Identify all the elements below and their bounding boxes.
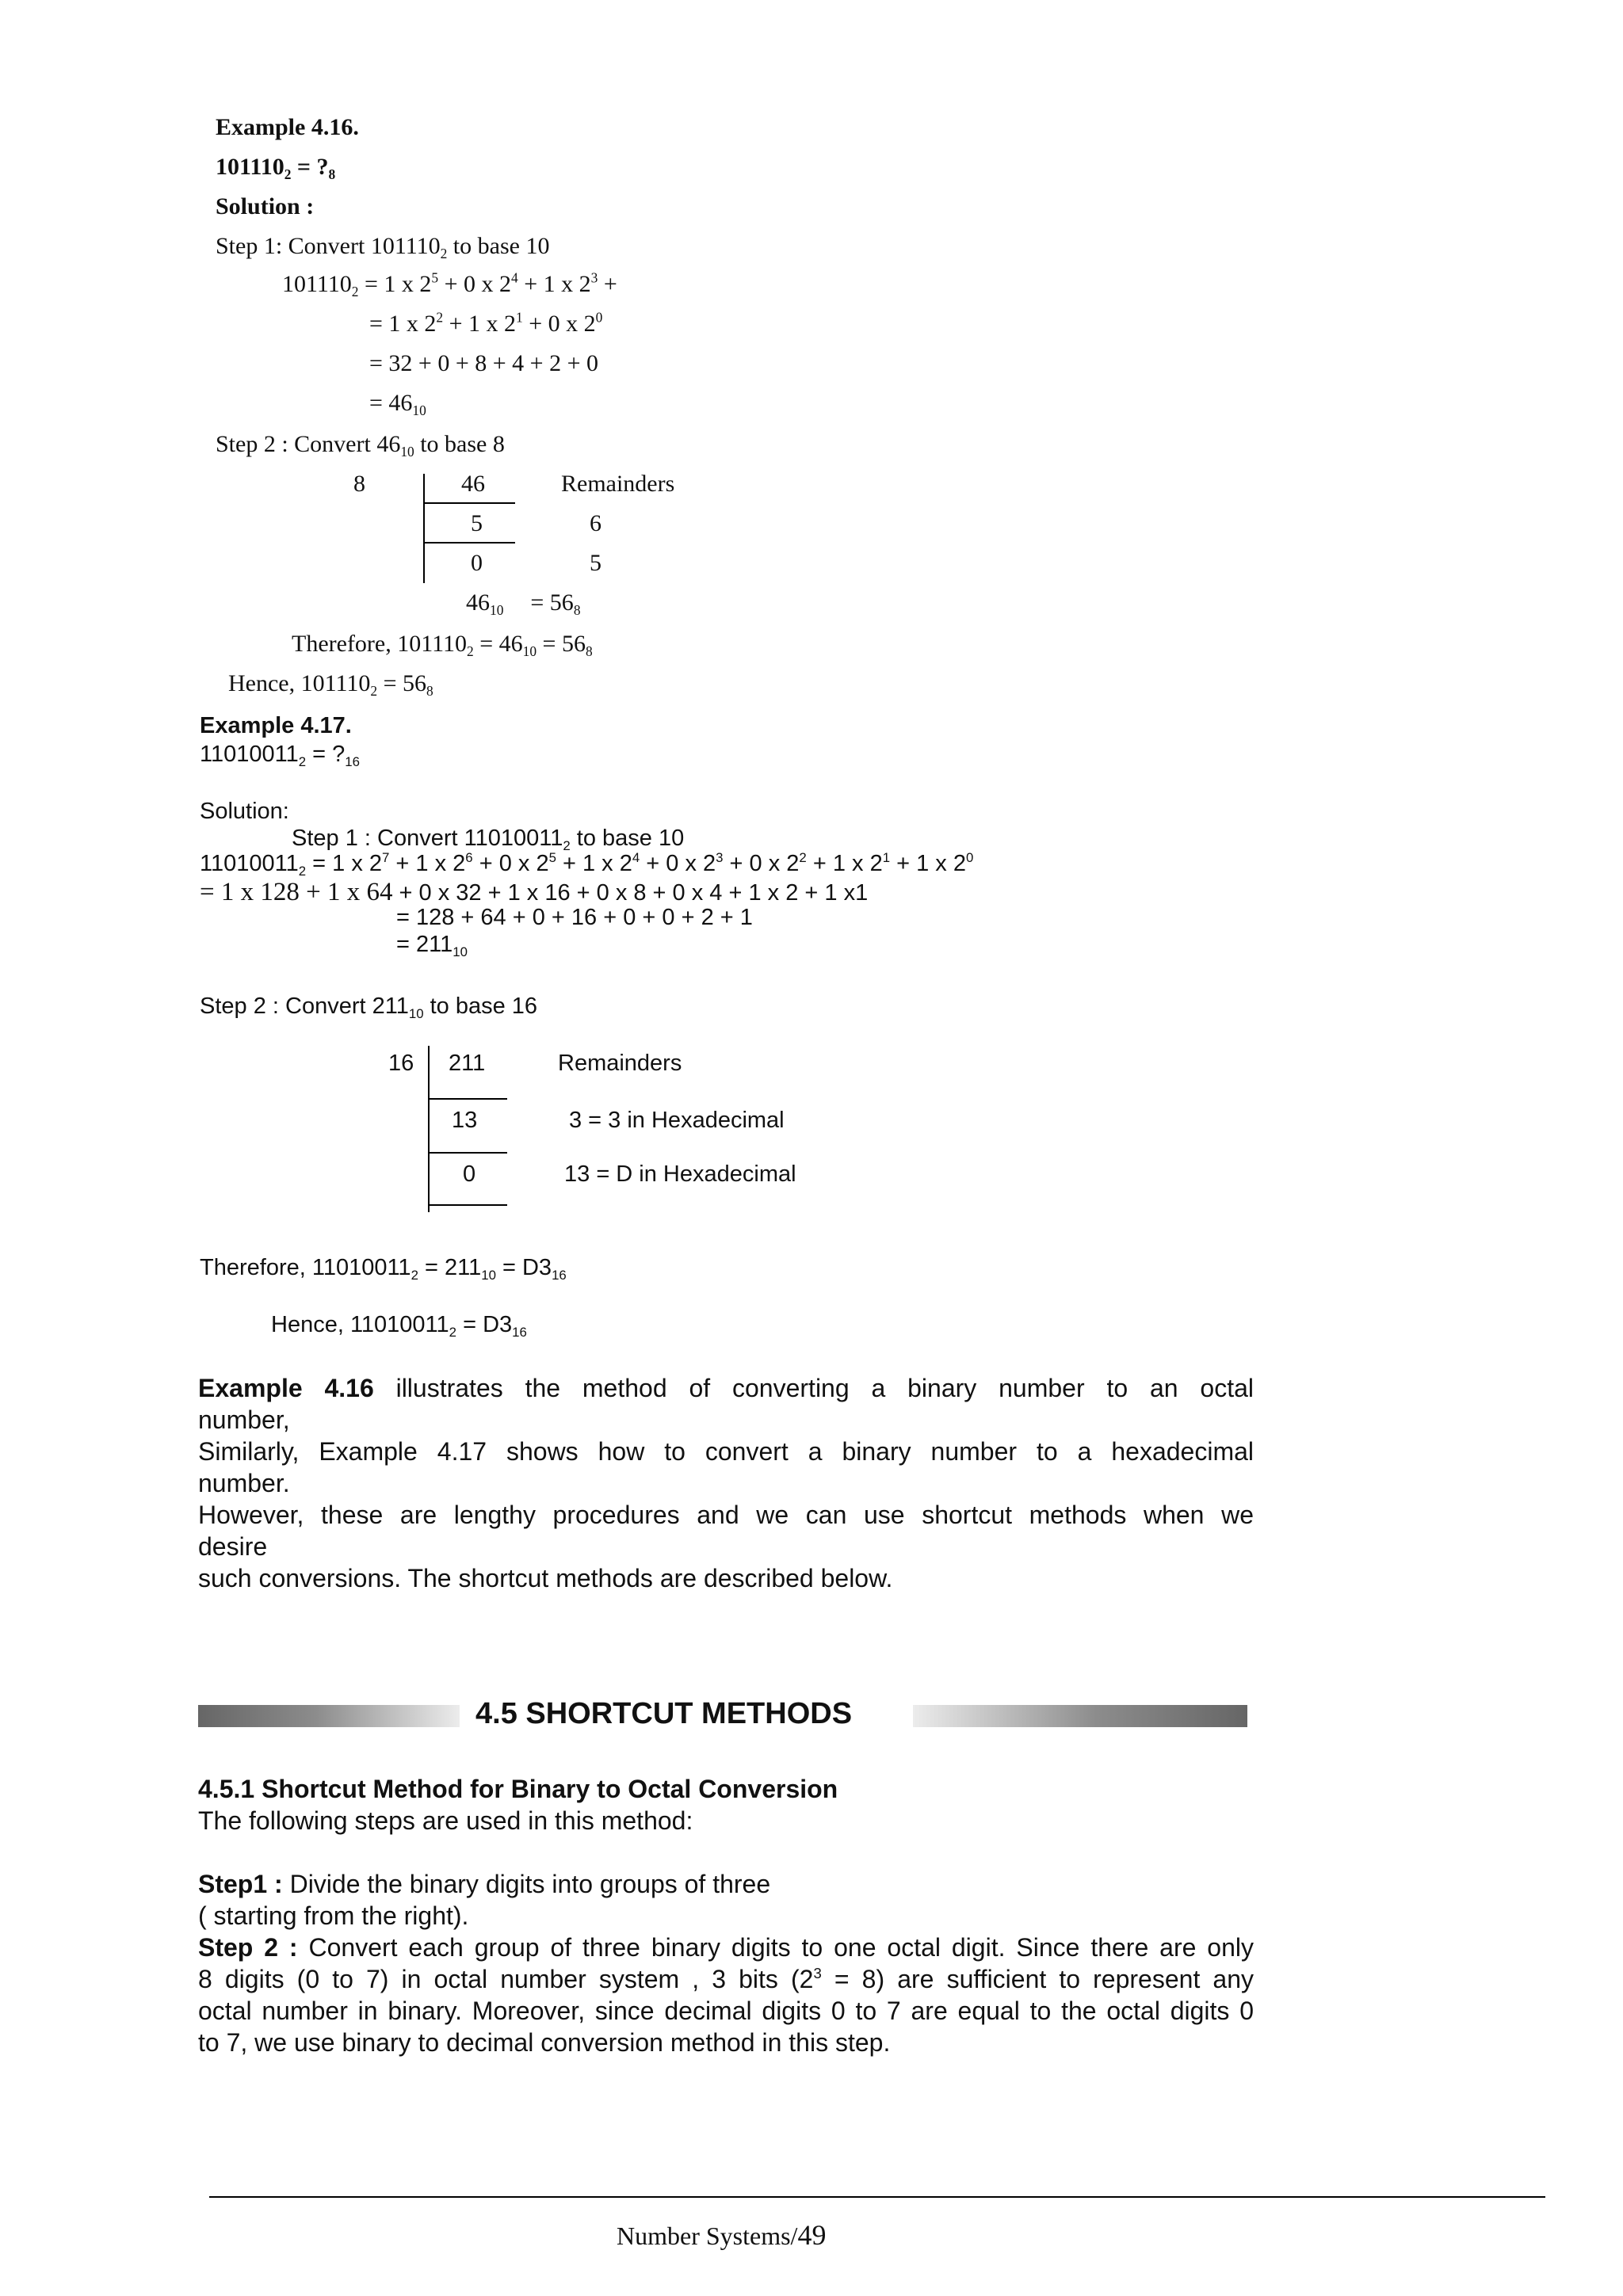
remainders-header: Remainders	[561, 471, 675, 497]
divisor: 8	[353, 471, 365, 497]
solution-label: Solution:	[200, 799, 289, 824]
expansion-line-1: $101110_2 = 1$ x $2^5 + 0$ x $2^4 + 1$ x $2^3$ +	[282, 269, 617, 300]
step1-heading: Step 1: Convert $101110_2$ to base 10	[216, 233, 550, 262]
footer-rule	[209, 2196, 1545, 2198]
remainder-1: 3 = 3 in Hexadecimal	[569, 1108, 785, 1133]
quotient-2: 0	[471, 550, 483, 576]
expansion-line-3: = 32 + 0 + 8 + 4 + 2 + 0	[369, 350, 599, 376]
example-problem: $101110_2$ = $?_8$	[216, 154, 336, 183]
division-rule-2	[428, 1152, 507, 1154]
intro-paragraph	[198, 1372, 1254, 1594]
remainder-2: 5	[590, 550, 601, 576]
quotient-1: 5	[471, 510, 483, 536]
therefore-line: Therefore, $11010011_2 = 211_{10} = D3_{16}$	[200, 1255, 567, 1283]
section-title: 4.5 SHORTCUT METHODS	[475, 1697, 853, 1730]
expansion-line-4: = $46_{10}$	[369, 390, 426, 419]
example-title: Example 4.17.	[200, 713, 352, 738]
intro-line-4: number.	[198, 1469, 290, 1497]
intro-line-2: number,	[198, 1405, 290, 1434]
page-number: 49	[797, 2219, 827, 2251]
step1-heading: Step 1 : Convert $11010011_2$ to base 10	[292, 826, 685, 853]
quotient-1: 13	[452, 1108, 478, 1133]
expansion-line-2: = 1 x $2^2 + 1$ x $2^1 + 0$ x $2^0$	[369, 309, 603, 337]
division-bar	[423, 474, 425, 583]
hence-line: Hence, $11010011_2 = D3_{16}$	[271, 1312, 527, 1340]
page-footer: Number Systems/49	[617, 2219, 827, 2251]
intro-line-5: However, these are lengthy procedures and we can use shortcut methods when we	[198, 1501, 1254, 1529]
step2-heading: Step 2 : Convert $211_{10}$ to base 16	[200, 994, 538, 1021]
step2-line-4: to 7, we use binary to decimal conversion method in this step.	[198, 2028, 891, 2057]
step1-line-2: ( starting from the right).	[198, 1901, 469, 1930]
subsection-title: 4.5.1 Shortcut Method for Binary to Octal Conversion	[198, 1775, 838, 1803]
section-body	[198, 1773, 1254, 2058]
division-rule-1	[423, 502, 515, 504]
intro-line-1: Example 4.16 illustrates the method of converting a binary number to an octal	[198, 1374, 1254, 1402]
section-lead: The following steps are used in this method:	[198, 1806, 693, 1835]
expansion-line-2: = 1 x 128 + 1 x 64 + 0 x 32 + 1 x 16 + 0 x 8 + 0 x 4 + 1 x 2 + 1 x1	[200, 878, 869, 906]
step1-line: Step1 : Divide the binary digits into groups of three	[198, 1870, 771, 1898]
remainder-1: 6	[590, 510, 601, 536]
remainder-2: 13 = D in Hexadecimal	[564, 1161, 796, 1187]
step2-line-2: 8 digits (0 to 7) in octal number system , 3 bits $(2^3 = 8)$ are sufficient to represent any	[198, 1964, 1254, 1993]
quotient-2: 0	[463, 1161, 476, 1187]
division-rule-3	[428, 1204, 507, 1206]
division-bar	[428, 1046, 430, 1212]
expansion-line-3: = 128 + 64 + 0 + 16 + 0 + 0 + 2 + 1	[396, 905, 753, 930]
expansion-line-4: = $211_{10}$	[396, 932, 468, 959]
step2-line-3: octal number in binary. Moreover, since decimal digits 0 to 7 are equal to the octal digits 0	[198, 1997, 1254, 2025]
intro-line-7: such conversions. The shortcut methods are described below.	[198, 1564, 893, 1592]
dividend: 46	[461, 471, 485, 497]
spacer	[198, 1836, 1254, 1868]
section-bar-right	[913, 1705, 1247, 1727]
expansion-line-1: $11010011_2 = 1$ x $2^7 + 1$ x $2^6 + 0$ x $2^5 + 1$ x $2^4 + 0$ x $2^3 + 0$ x $2^2 + 1$ x $2^1 + 1$ x $2^0$	[200, 850, 974, 879]
section-bar-left	[198, 1705, 460, 1727]
result-line: $46_{10} = 56_8$	[466, 589, 581, 619]
solution-label: Solution :	[216, 193, 315, 219]
step2-line: Step 2 : Convert each group of three binary digits to one octal digit. Since there are only	[198, 1933, 1254, 1962]
example-title: Example 4.16.	[216, 114, 359, 140]
example-problem: $11010011_2$ = $?_{16}$	[200, 742, 360, 769]
step2-heading: Step 2 : Convert $46_{10}$ to base 8	[216, 431, 505, 460]
dividend: 211	[449, 1051, 486, 1076]
intro-line-6: desire	[198, 1532, 268, 1561]
therefore-line: Therefore, $101110_2 = 46_{10} = 56_8$	[292, 631, 593, 660]
remainders-header: Remainders	[558, 1051, 682, 1076]
division-rule-1	[428, 1098, 507, 1100]
hence-line: Hence, $101110_2 = 56_8$	[228, 670, 433, 700]
divisor: 16	[388, 1051, 414, 1076]
intro-line-3: Similarly, Example 4.17 shows how to convert a binary number to a hexadecimal	[198, 1437, 1254, 1466]
division-rule-2	[423, 542, 515, 543]
